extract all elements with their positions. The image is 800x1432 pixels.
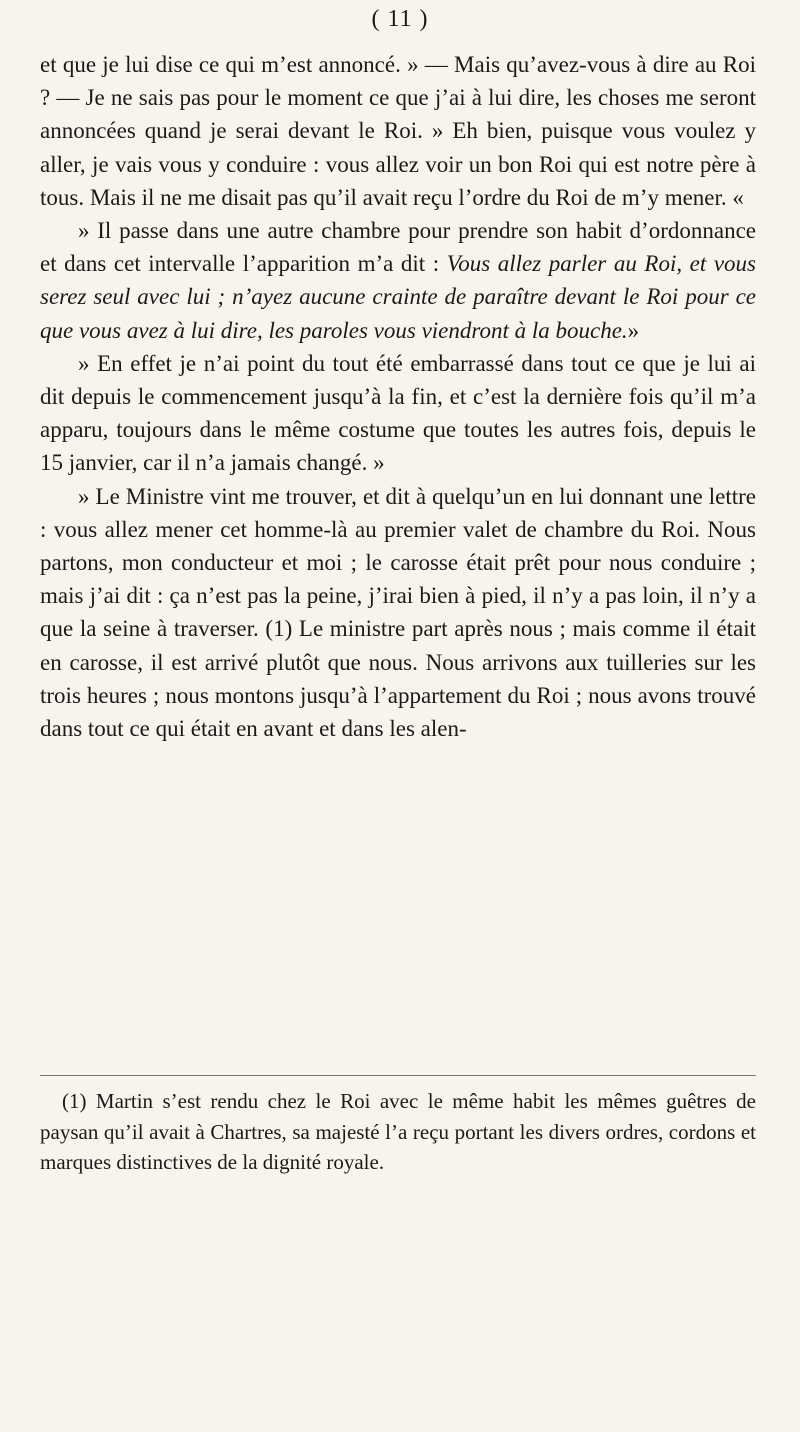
page-number: ( 11 )	[371, 6, 429, 32]
paragraph-3: » En effet je n’ai point du tout été embarrassé dans tout ce que je lui ai dit depuis le commencement jusqu’à la fin, et c’est la dernière fois qu’il m’a apparu, toujours dans le même costume que toutes les autres fois, depuis le 15 janvier, car il n’a jamais changé. »	[40, 350, 756, 476]
paragraph-2-text: » Il passe dans une autre chambre pour prendre son habit d’ordonnance et dans cet intervalle l’apparition m’a dit :	[40, 218, 756, 277]
paragraph-4: » Le Ministre vint me trouver, et dit à quelqu’un en lui donnant une lettre : vous allez mener cet homme-là au premier valet de chambre du Roi. Nous partons, mon conducteur et moi ; le carosse était prêt pour nous conduire ; mais j’ai dit : ça n’est pas la peine, j’irai bien à pied, il n’y a pas loin, il n’y a que la seine à traverser. (1) Le ministre part après nous ; mais comme il était en carosse, il est arrivé plutôt que nous. Nous arrivons aux tuilleries sur les trois heures ; nous montons jusqu’à l’appartement du Roi ; nous avons trouvé dans tout ce qui était en avant et dans les alen-	[40, 483, 756, 742]
footnote-rule	[40, 1075, 756, 1076]
paragraph-2	[40, 214, 756, 347]
main-text	[40, 48, 756, 745]
footnote: (1) Martin s’est rendu chez le Roi avec le même habit les mêmes guêtres de paysan qu’il avait à Chartres, sa majesté l’a reçu portant les divers ordres, cordons et marques distinctives de la dignité royale.	[40, 1089, 756, 1174]
apparition-speech: Vous allez parler au Roi, et vous serez seul avec lui ; n’ayez aucune crainte de paraître devant le Roi pour ce que vous avez à lui dire, les paroles vous viendront à la bouche.	[40, 251, 756, 343]
paragraph-1: et que je lui dise ce qui m’est annoncé. » — Mais qu’avez-vous à dire au Roi ? — Je ne sais pas pour le moment ce que j’ai à lui dire, les choses me seront annoncées quand je serai devant le Roi. » Eh bien, puisque vous voulez y aller, je vais vous y conduire : vous allez voir un bon Roi qui est notre père à tous. Mais il ne me disait pas qu’il avait reçu l’ordre du Roi de m’y mener. «	[40, 52, 756, 210]
closing-quote: »	[627, 317, 640, 343]
